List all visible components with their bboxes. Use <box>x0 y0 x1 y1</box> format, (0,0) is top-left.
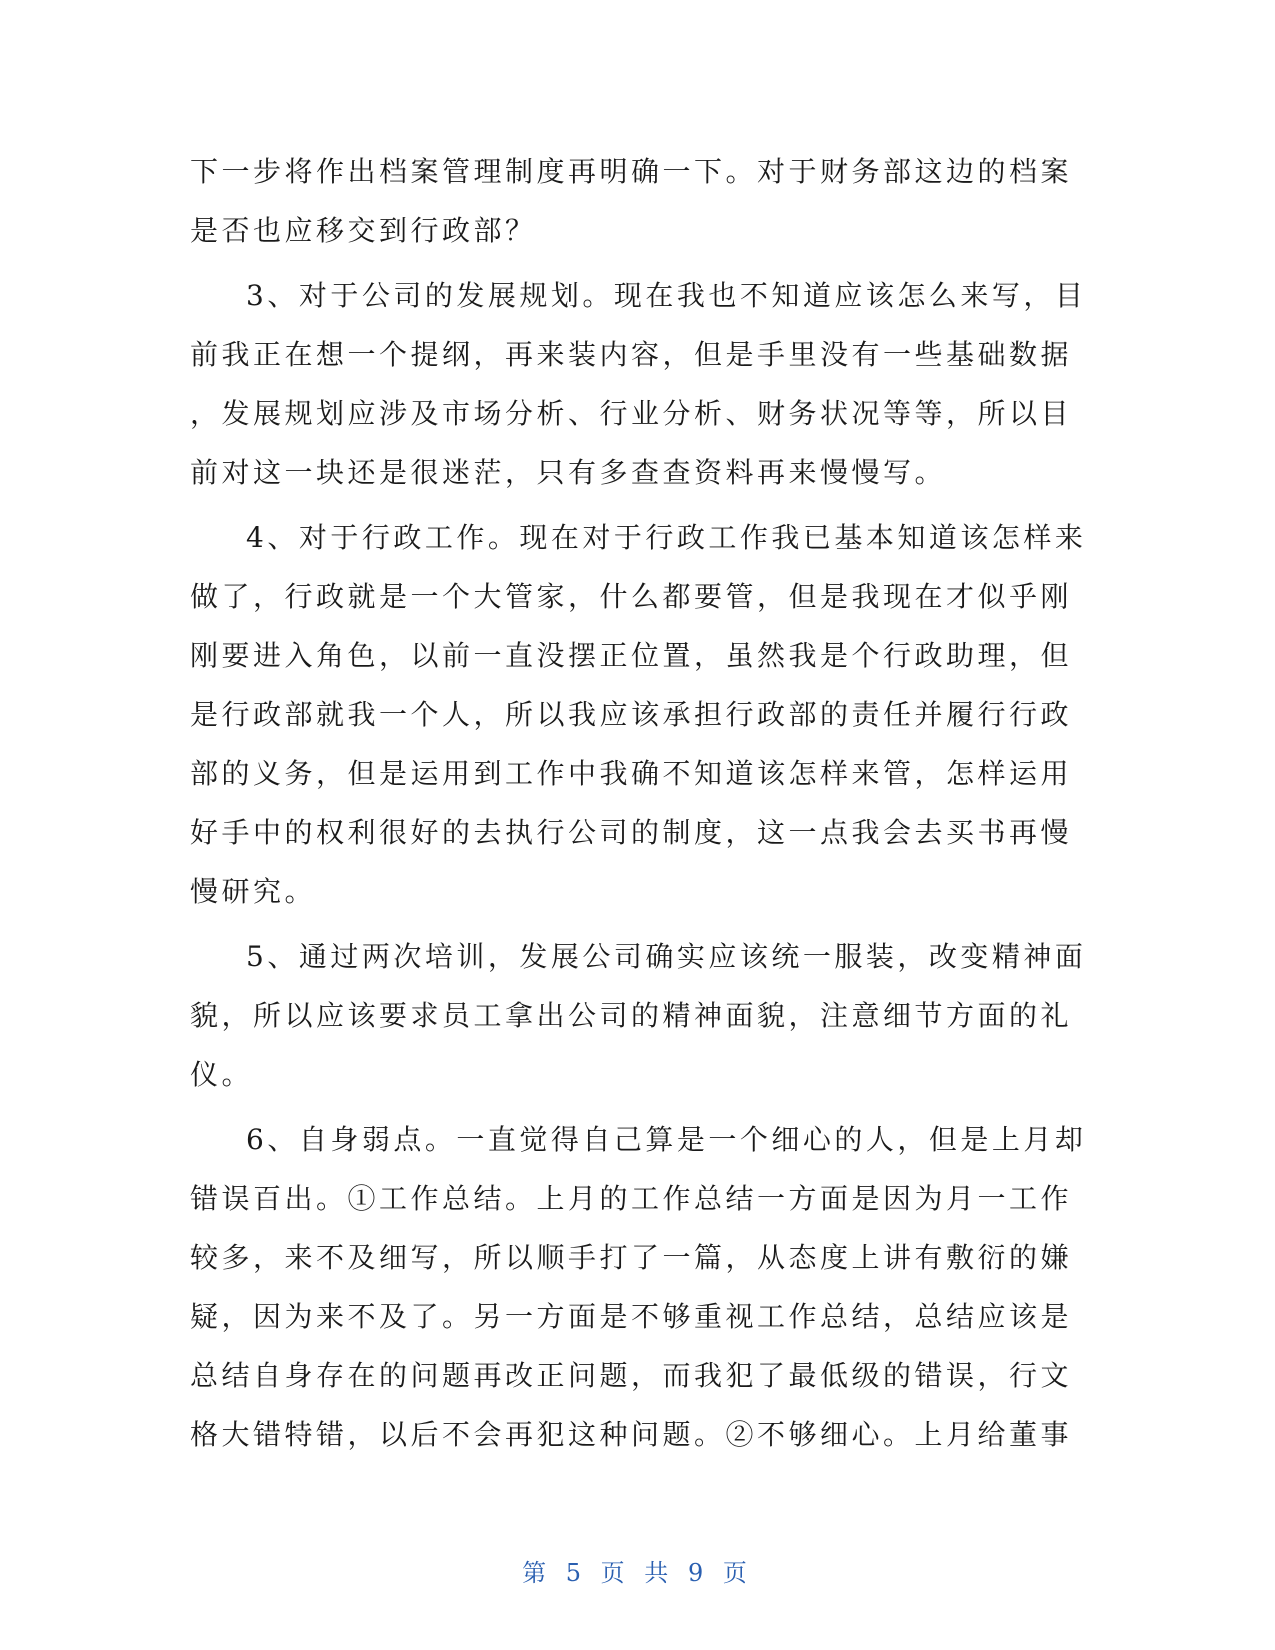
text-line: 下一步将作出档案管理制度再明确一下。对于财务部这边的档案 <box>190 155 1073 188</box>
paragraph-item-3 <box>190 266 1087 502</box>
text-line: 3、对于公司的发展规划。现在我也不知道应该怎么来写，目 <box>246 279 1087 312</box>
text-line: 做了，行政就是一个大管家，什么都要管，但是我现在才似乎刚 <box>190 580 1073 613</box>
text-line: 5、通过两次培训，发展公司确实应该统一服装，改变精神面 <box>246 940 1087 973</box>
text-line: 4、对于行政工作。现在对于行政工作我已基本知道该怎样来 <box>246 521 1087 554</box>
text-line: 总结自身存在的问题再改正问题，而我犯了最低级的错误，行文 <box>190 1359 1073 1392</box>
paragraph-item-6 <box>190 1110 1087 1464</box>
text-line: 前对这一块还是很迷茫，只有多查查资料再来慢慢写。 <box>190 456 947 489</box>
text-line: 是否也应移交到行政部？ <box>190 214 537 247</box>
paragraph-continuation <box>190 142 1080 260</box>
text-line: 错误百出。①工作总结。上月的工作总结一方面是因为月一工作 <box>190 1182 1073 1215</box>
text-line: 较多，来不及细写，所以顺手打了一篇，从态度上讲有敷衍的嫌 <box>190 1241 1073 1274</box>
text-line: 貌，所以应该要求员工拿出公司的精神面貌，注意细节方面的礼 <box>190 999 1073 1032</box>
text-line: 仪。 <box>190 1058 254 1091</box>
text-line: ，发展规划应涉及市场分析、行业分析、财务状况等等，所以目 <box>190 397 1073 430</box>
text-line: 疑，因为来不及了。另一方面是不够重视工作总结，总结应该是 <box>190 1300 1073 1333</box>
text-line: 是行政部就我一个人，所以我应该承担行政部的责任并履行行政 <box>190 698 1073 731</box>
paragraph-item-4 <box>190 508 1087 921</box>
text-line: 格大错特错，以后不会再犯这种问题。②不够细心。上月给董事 <box>190 1418 1073 1451</box>
text-line: 慢研究。 <box>190 875 317 908</box>
page-number-footer: 第 5 页 共 9 页 <box>522 1559 753 1587</box>
text-line: 刚要进入角色，以前一直没摆正位置，虽然我是个行政助理，但 <box>190 639 1073 672</box>
document-body <box>190 142 1087 1464</box>
text-line: 好手中的权利很好的去执行公司的制度，这一点我会去买书再慢 <box>190 816 1073 849</box>
text-line: 部的义务，但是运用到工作中我确不知道该怎样来管，怎样运用 <box>190 757 1073 790</box>
text-line: 6、自身弱点。一直觉得自己算是一个细心的人，但是上月却 <box>246 1123 1087 1156</box>
text-line: 前我正在想一个提纲，再来装内容，但是手里没有一些基础数据 <box>190 338 1073 371</box>
paragraph-item-5 <box>190 927 1087 1104</box>
